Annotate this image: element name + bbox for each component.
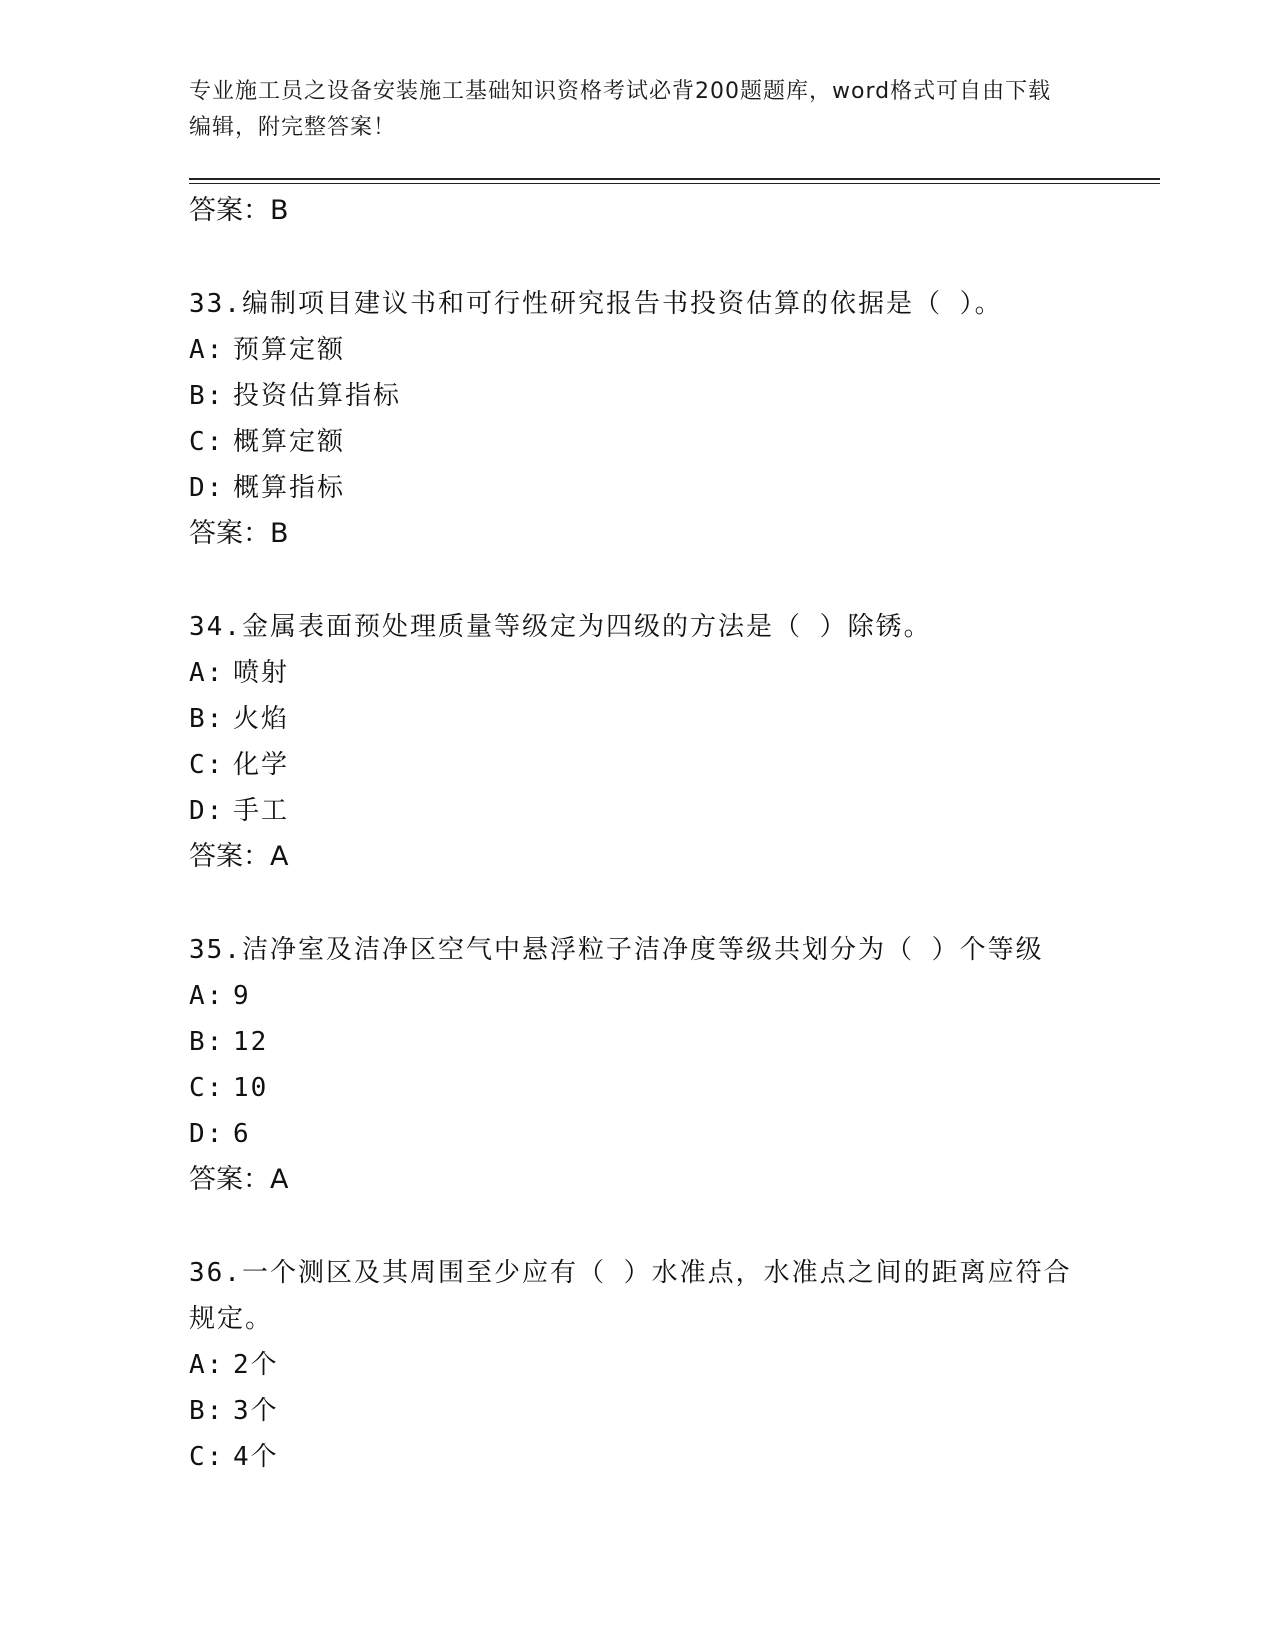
option-letter: B:	[189, 704, 225, 734]
option-letter: B:	[189, 1027, 225, 1057]
option-letter: D:	[189, 1119, 225, 1149]
option-letter: C:	[189, 750, 225, 780]
option-letter: D:	[189, 796, 225, 826]
option-text: 12	[233, 1027, 269, 1057]
option-text: 6	[233, 1119, 251, 1149]
option-letter: B:	[189, 1396, 225, 1426]
question-stem: 34.金属表面预处理质量等级定为四级的方法是（ ）除锈。	[189, 612, 932, 642]
option-letter: A:	[189, 335, 225, 365]
option-c	[189, 742, 1089, 788]
document-header: 专业施工员之设备安装施工基础知识资格考试必背200题题库，word格式可自由下载编辑，附完整答案！	[189, 79, 1052, 140]
option-letter: C:	[189, 427, 225, 457]
option-d	[189, 465, 1089, 511]
option-text: 火焰	[233, 704, 290, 734]
option-a	[189, 650, 1089, 696]
option-b	[189, 373, 1089, 419]
option-c	[189, 419, 1089, 465]
option-c	[189, 1065, 1089, 1111]
option-a	[189, 327, 1089, 373]
option-b	[189, 696, 1089, 742]
option-text: 10	[233, 1073, 269, 1103]
option-d	[189, 1111, 1089, 1157]
option-text: 投资估算指标	[233, 381, 402, 411]
question-36	[189, 1250, 1089, 1480]
option-a	[189, 973, 1089, 1019]
option-letter: A:	[189, 658, 225, 688]
header-divider-thin	[189, 183, 1160, 184]
option-letter: C:	[189, 1442, 225, 1472]
option-text: 化学	[233, 750, 290, 780]
answer-line: 答案：B	[189, 518, 289, 549]
option-text: 预算定额	[233, 335, 346, 365]
option-letter: A:	[189, 981, 225, 1011]
option-b	[189, 1019, 1089, 1065]
question-stem: 36.一个测区及其周围至少应有（ ）水准点，水准点之间的距离应符合规定。	[189, 1258, 1072, 1334]
option-text: 手工	[233, 796, 290, 826]
option-text: 概算定额	[233, 427, 346, 457]
question-stem: 33.编制项目建议书和可行性研究报告书投资估算的依据是（ ）。	[189, 289, 1003, 319]
option-text: 2个	[233, 1350, 279, 1380]
option-text: 喷射	[233, 658, 290, 688]
header-divider-thick	[189, 178, 1160, 180]
question-34	[189, 604, 1089, 880]
option-letter: B:	[189, 381, 225, 411]
option-letter: D:	[189, 473, 225, 503]
option-a	[189, 1342, 1089, 1388]
option-text: 9	[233, 981, 251, 1011]
option-b	[189, 1388, 1089, 1434]
option-text: 概算指标	[233, 473, 346, 503]
question-stem: 35.洁净室及洁净区空气中悬浮粒子洁净度等级共划分为（ ）个等级	[189, 935, 1044, 965]
option-letter: A:	[189, 1350, 225, 1380]
question-list	[189, 188, 1089, 1480]
answer-line: 答案：A	[189, 841, 289, 872]
answer-line: 答案：A	[189, 1164, 289, 1195]
option-text: 3个	[233, 1396, 279, 1426]
option-c	[189, 1434, 1089, 1480]
option-d	[189, 788, 1089, 834]
option-letter: C:	[189, 1073, 225, 1103]
question-33	[189, 281, 1089, 557]
option-text: 4个	[233, 1442, 279, 1472]
question-35	[189, 927, 1089, 1203]
previous-answer: 答案：B	[189, 195, 289, 226]
